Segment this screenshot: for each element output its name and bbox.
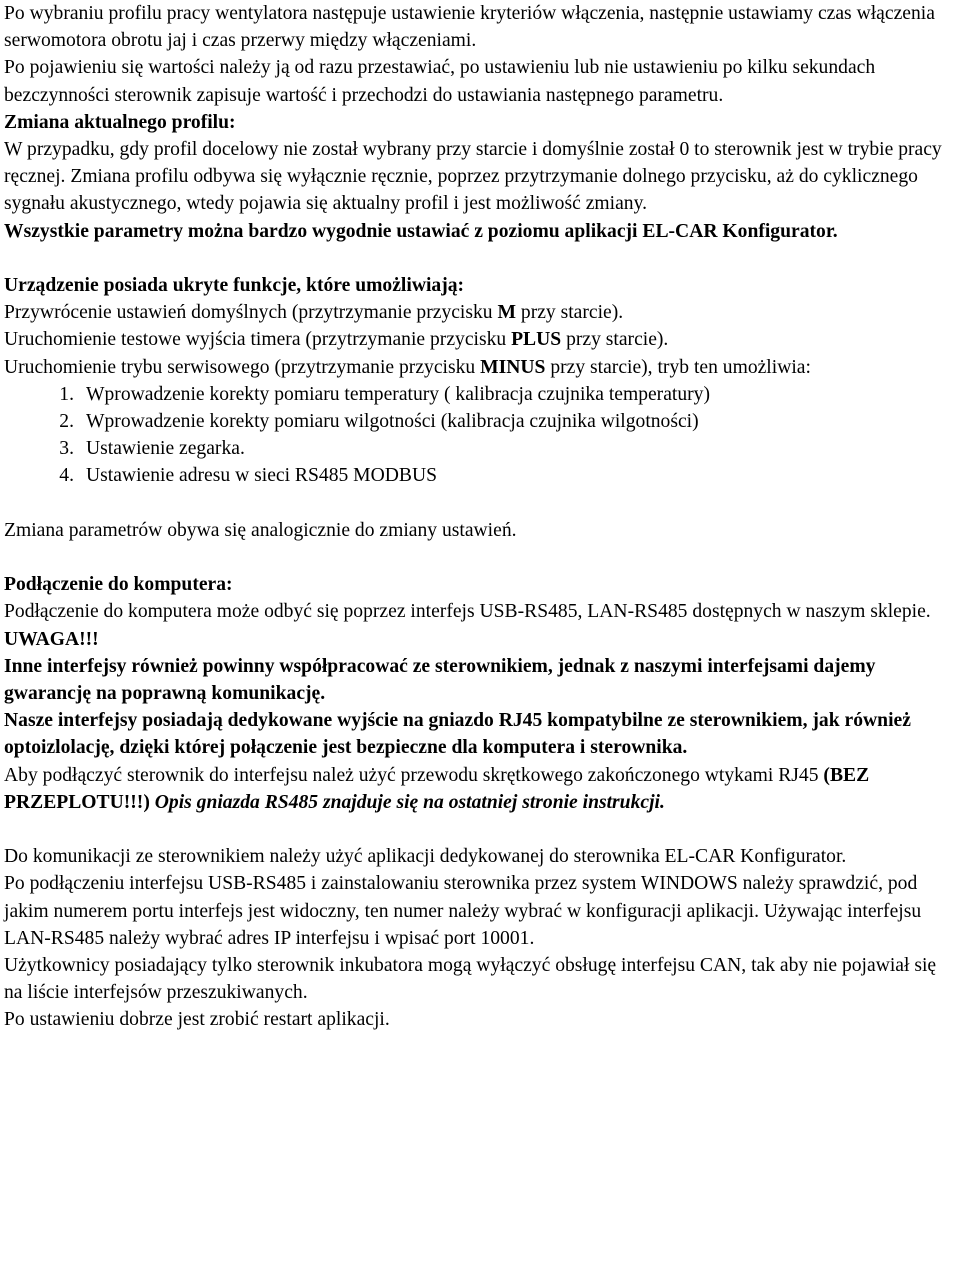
connection-heading: Podłączenie do komputera: [4,574,233,596]
spacer [4,544,958,571]
hidden-function-timer-text: Uruchomienie testowe wyjścia timera (przytrzymanie przycisku [4,329,512,351]
warning-interfaces: Inne interfejsy również powinny współpracować ze sterownikiem, jednak z naszymi interfejsami dajemy gwarancję na poprawną komunikację. [4,655,876,705]
hidden-functions-heading: Urządzenie posiada ukryte funkcje, które umożliwiają: [4,275,465,297]
list-item [4,435,958,462]
spacer [4,245,958,272]
hidden-function-service-mode [4,354,958,381]
list-item-text: Ustawienie zegarka. [86,438,245,460]
profile-change-note: Wszystkie parametry można bardzo wygodnie ustawiać z poziomu aplikacji EL-CAR Konfigurator. [4,220,838,242]
spacer [4,490,958,517]
list-item [4,462,958,489]
connection-body: Podłączenie do komputera może odbyć się poprzez interfejs USB-RS485, LAN-RS485 dostępnych w naszym sklepie. [4,601,931,623]
cable-instructions-text: Aby podłączyć sterownik do interfejsu należ użyć przewodu skrętkowego zakończonego wtykami RJ45 [4,764,824,786]
list-item-number: 4. [59,465,74,487]
list-item-number: 1. [59,383,74,405]
hidden-function-service-suffix: przy starcie), tryb ten umożliwia: [545,356,811,378]
cable-no-crossover: (BEZ PRZEPLOTU!!!) [4,764,870,813]
software-paragraph-3: Użytkownicy posiadający tylko sterownik inkubatora mogą wyłączyć obsługę interfejsu CAN, tak aby nie pojawiał się na liście interfejsów przeszukiwanych. [4,955,937,1004]
hidden-functions-note: Zmiana parametrów obywa się analogicznie do zmiany ustawień. [4,519,517,541]
list-item [4,381,958,408]
intro-paragraph-1: Po wybraniu profilu pracy wentylatora następuje ustawienie kryteriów włączenia, następnie ustawiamy czas włączenia serwomotora obrotu jaj i czas przerwy między włączeniami. [4,3,935,52]
intro-paragraph-2: Po pojawieniu się wartości należy ją od razu przestawiać, po ustawieniu lub nie ustawieniu po kilku sekundach bezczynności sterownik zapisuje wartość i przechodzi do ustawiania następnego parametru. [4,57,876,106]
hidden-function-reset-suffix: przy starcie). [516,302,624,324]
hidden-function-service-text: Uruchomienie trybu serwisowego (przytrzymanie przycisku [4,356,481,378]
list-item-text: Wprowadzenie korekty pomiaru temperatury ( kalibracja czujnika temperatury) [86,383,710,405]
list-item-text: Ustawienie adresu w sieci RS485 MODBUS [86,465,438,487]
button-minus-label: MINUS [480,356,546,378]
hidden-function-timer-test [4,326,958,353]
list-item-text: Wprowadzenie korekty pomiaru wilgotności (kalibracja czujnika wilgotności) [86,411,699,433]
hidden-function-timer-suffix: przy starcie). [561,329,669,351]
software-paragraph-2: Po podłączeniu interfejsu USB-RS485 i zainstalowaniu sterownika przez system WINDOWS należy sprawdzić, pod jakim numerem portu interfejs jest widoczny, ten numer należy wybrać w konfiguracji aplikacji. Używając interfejsu LAN-RS485 należy wybrać adres IP interfejsu i wpisać port 10001. [4,873,922,949]
cable-socket-note: Opis gniazda RS485 znajduje się na ostatniej stronie instrukcji. [149,791,665,813]
spacer [4,816,958,843]
hidden-function-reset [4,299,958,326]
software-paragraph-4: Po ustawieniu dobrze jest zrobić restart aplikacji. [4,1009,390,1031]
list-item-number: 2. [59,411,74,433]
service-mode-list [4,381,958,490]
warning-label: UWAGA!!! [4,628,99,650]
cable-instructions [4,762,958,816]
button-m-label: M [497,302,516,324]
button-plus-label: PLUS [511,329,562,351]
profile-change-heading: Zmiana aktualnego profilu: [4,111,236,133]
hidden-function-reset-text: Przywrócenie ustawień domyślnych (przytrzymanie przycisku [4,302,498,324]
list-item-number: 3. [59,438,74,460]
list-item [4,408,958,435]
warning-rj45: Nasze interfejsy posiadają dedykowane wyjście na gniazdo RJ45 kompatybilne ze sterownikiem, jak również optoizlolację, dzięki której połączenie jest bezpieczne dla komputera i sterownika. [4,710,911,759]
document-page [4,0,958,1034]
profile-change-body: W przypadku, gdy profil docelowy nie został wybrany przy starcie i domyślnie został 0 to sterownik jest w trybie pracy ręcznej. Zmiana profilu odbywa się wyłącznie ręcznie, poprzez przytrzymanie dolnego przycisku, aż do cyklicznego sygnału akustycznego, wtedy pojawia się aktualny profil i jest możliwość zmiany. [4,139,942,215]
software-paragraph-1: Do komunikacji ze sterownikiem należy użyć aplikacji dedykowanej do sterownika EL-CAR Konfigurator. [4,846,847,868]
